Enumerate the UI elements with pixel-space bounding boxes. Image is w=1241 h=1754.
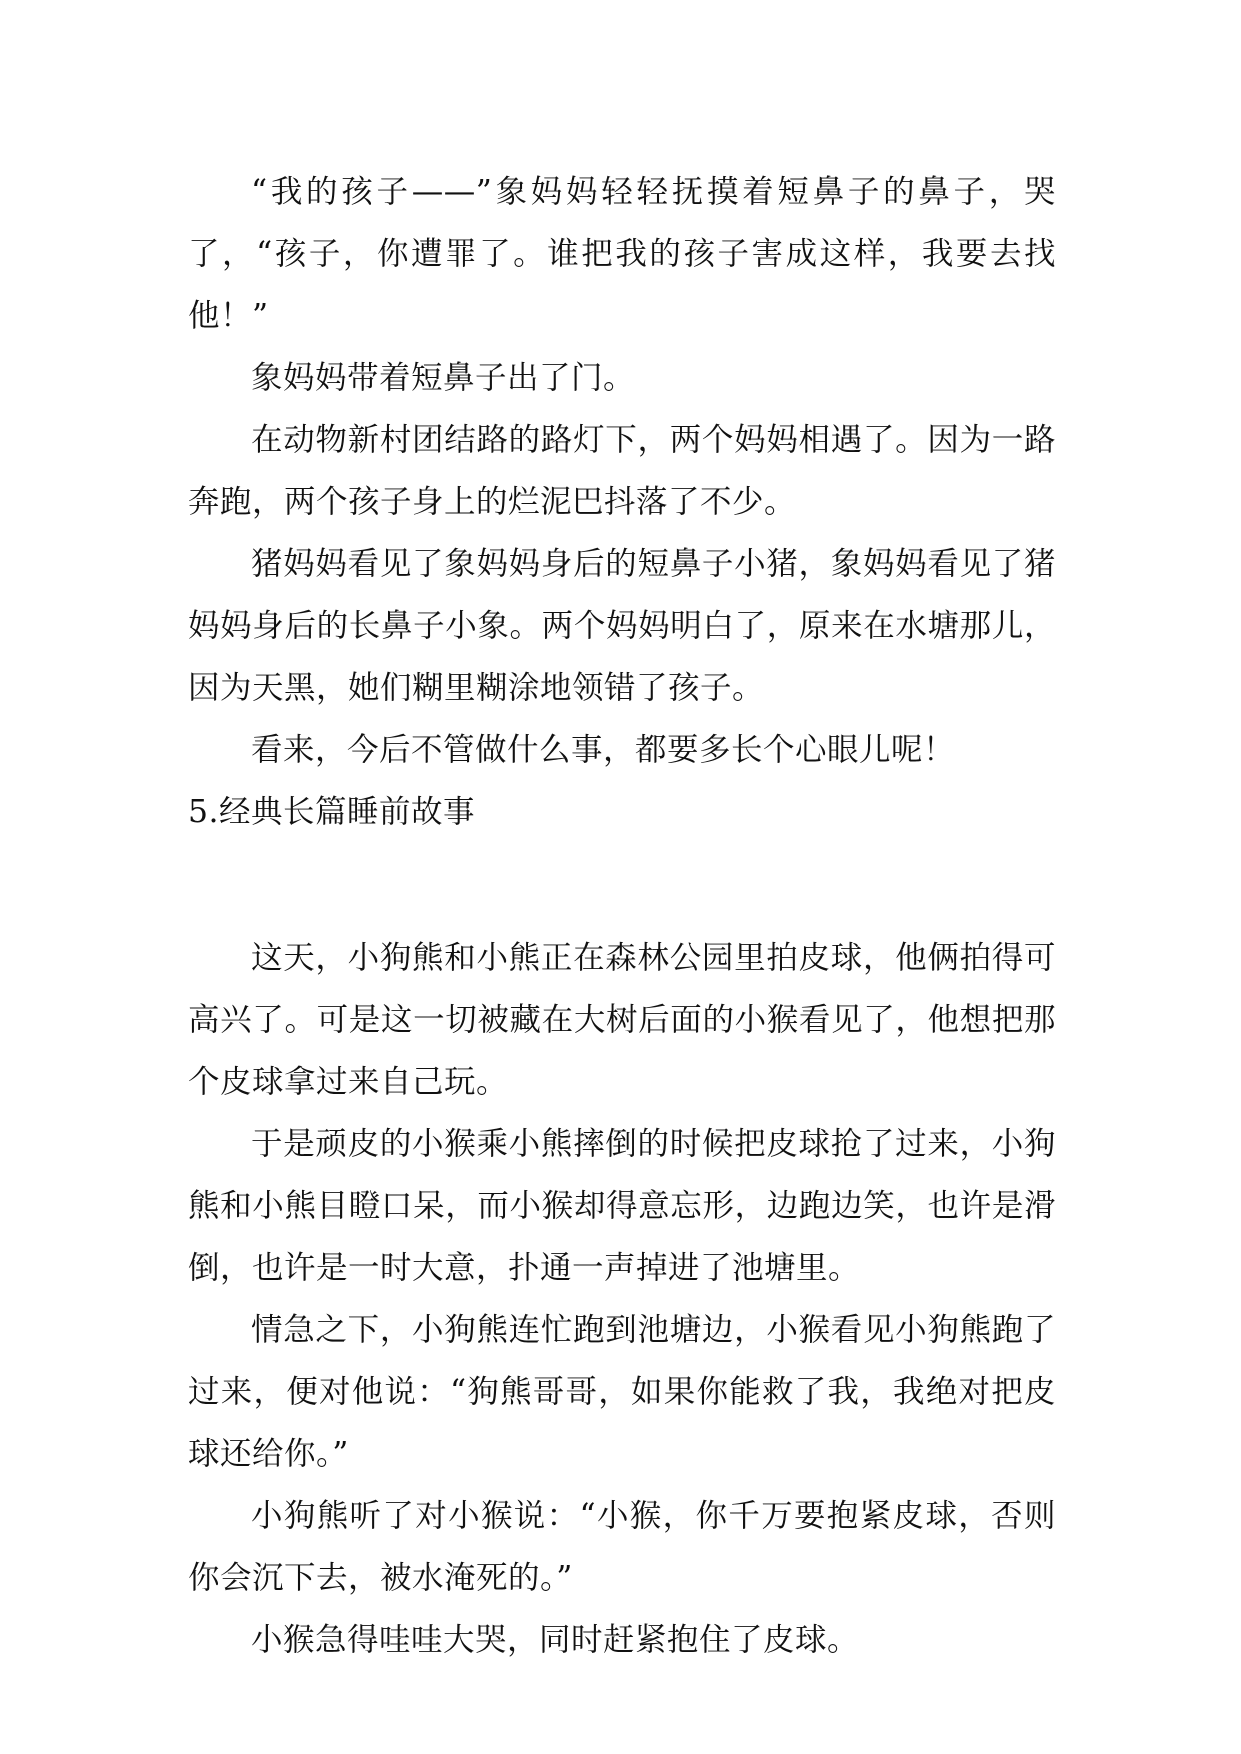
paragraph: 于是顽皮的小猴乘小熊摔倒的时候把皮球抢了过来，小狗熊和小熊目瞪口呆，而小猴却得意忘形，边跑边笑，也许是滑倒，也许是一时大意，扑通一声掉进了池塘里。 <box>188 1126 1056 1286</box>
document-body <box>188 161 1056 1671</box>
paragraph: 小猴急得哇哇大哭，同时赶紧抱住了皮球。 <box>251 1622 860 1658</box>
paragraph: 在动物新村团结路的路灯下，两个妈妈相遇了。因为一路奔跑，两个孩子身上的烂泥巴抖落了不少。 <box>188 422 1056 520</box>
paragraph: 这天，小狗熊和小熊正在森林公园里拍皮球，他俩拍得可高兴了。可是这一切被藏在大树后面的小猴看见了，他想把那个皮球拿过来自己玩。 <box>188 940 1056 1100</box>
section-heading: 5.经典长篇睡前故事 <box>188 794 476 830</box>
paragraph: “我的孩子——”象妈妈轻轻抚摸着短鼻子的鼻子，哭了，“孩子，你遭罪了。谁把我的孩子害成这样，我要去找他！” <box>188 174 1056 334</box>
paragraph: 猪妈妈看见了象妈妈身后的短鼻子小猪，象妈妈看见了猪妈妈身后的长鼻子小象。两个妈妈明白了，原来在水塘那儿，因为天黑，她们糊里糊涂地领错了孩子。 <box>188 546 1056 706</box>
paragraph: 看来，今后不管做什么事，都要多长个心眼儿呢！ <box>251 732 956 768</box>
paragraph: 小狗熊听了对小猴说：“小猴，你千万要抱紧皮球，否则你会沉下去，被水淹死的。” <box>188 1498 1056 1596</box>
paragraph: 象妈妈带着短鼻子出了门。 <box>251 360 636 396</box>
blank-spacer <box>188 843 1056 927</box>
paragraph: 情急之下，小狗熊连忙跑到池塘边，小猴看见小狗熊跑了过来，便对他说：“狗熊哥哥，如果你能救了我，我绝对把皮球还给你。” <box>188 1312 1056 1472</box>
